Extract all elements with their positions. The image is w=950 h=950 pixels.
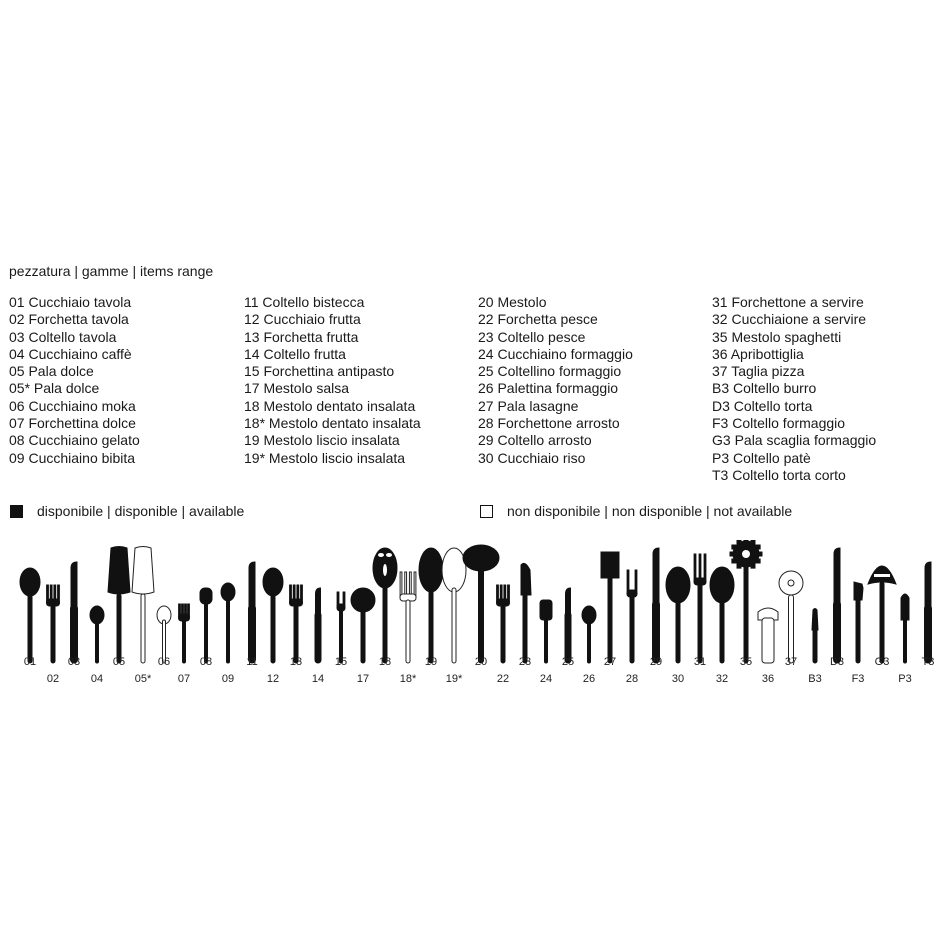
cutlery-code-label: 32: [715, 673, 729, 685]
cutlery-piece-b3: [812, 609, 818, 664]
item-entry: 11 Coltello bistecca: [244, 294, 365, 310]
cutlery-code-label: 26: [582, 673, 596, 685]
cutlery-piece-17: [351, 588, 375, 663]
item-entry: 24 Cucchiaino formaggio: [478, 345, 633, 362]
cutlery-code-label: D3: [829, 656, 845, 668]
item-entry: 23 Coltello pesce: [478, 328, 586, 345]
item-entry: 01 Cucchiaio tavola: [9, 294, 132, 310]
cutlery-code-label: 31: [693, 656, 707, 668]
cutlery-piece-19-star: [442, 548, 466, 663]
items-column-2: [244, 294, 421, 467]
item-entry: F3 Coltello formaggio: [712, 415, 846, 432]
cutlery-code-label: 01: [23, 656, 37, 668]
cutlery-code-label: 12: [266, 673, 280, 685]
cutlery-piece-32: [710, 567, 734, 663]
legend-available-label: disponibile | disponible | available: [37, 503, 245, 519]
legend-available: [10, 503, 244, 519]
cutlery-code-label: P3: [898, 673, 912, 685]
cutlery-code-label: 06: [157, 656, 171, 668]
item-entry: 08 Cucchiaino gelato: [9, 432, 140, 449]
item-entry: 25 Coltellino formaggio: [478, 363, 622, 380]
cutlery-code-label: 29: [649, 656, 663, 668]
item-entry: 30 Cucchiaio riso: [478, 449, 586, 466]
cutlery-piece-g3: [868, 566, 896, 663]
item-entry: 07 Forchettina dolce: [9, 415, 136, 432]
item-entry: 19 Mestolo liscio insalata: [244, 432, 400, 449]
cutlery-code-label: F3: [851, 673, 865, 685]
cutlery-code-label: 28: [625, 673, 639, 685]
cutlery-piece-05-star: [132, 547, 154, 664]
cutlery-piece-07: [179, 604, 190, 663]
item-entry: 19* Mestolo liscio insalata: [244, 449, 406, 466]
cutlery-code-label: 04: [90, 673, 104, 685]
cutlery-piece-d3: [834, 548, 841, 663]
item-entry: 37 Taglia pizza: [712, 363, 805, 380]
cutlery-code-label: 18: [378, 656, 392, 668]
item-entry: B3 Coltello burro: [712, 380, 817, 397]
item-entry: 03 Coltello tavola: [9, 328, 117, 345]
cutlery-code-label: 27: [603, 656, 617, 668]
empty-square-icon: [480, 505, 493, 518]
cutlery-piece-f3: [854, 582, 863, 663]
cutlery-code-label: 19: [424, 656, 438, 668]
cutlery-code-label: T3: [921, 656, 935, 668]
item-entry: 17 Mestolo salsa: [244, 380, 350, 397]
cutlery-code-label: 03: [67, 656, 81, 668]
cutlery-piece-20: [463, 545, 499, 663]
item-entry: 05 Pala dolce: [9, 363, 94, 380]
cutlery-piece-11: [249, 562, 256, 663]
cutlery-code-label: 17: [356, 673, 370, 685]
cutlery-code-label: 36: [761, 673, 775, 685]
cutlery-code-label: 37: [784, 656, 798, 668]
cutlery-code-label: 15: [334, 656, 348, 668]
item-entry: 26 Palettina formaggio: [478, 380, 619, 397]
cutlery-piece-26: [582, 606, 596, 663]
cutlery-piece-37: [779, 571, 803, 663]
cutlery-code-label: 11: [246, 656, 258, 668]
item-entry: 15 Forchettina antipasto: [244, 363, 395, 380]
cutlery-piece-19: [419, 548, 443, 663]
item-entry: 18* Mestolo dentato insalata: [244, 415, 421, 432]
cutlery-code-label: G3: [874, 656, 890, 668]
cutlery-piece-31: [694, 554, 706, 663]
item-entry: 31 Forchettone a servire: [712, 294, 864, 310]
cutlery-code-label: 05*: [134, 673, 152, 685]
item-entry: 28 Forchettone arrosto: [478, 415, 620, 432]
cutlery-piece-14: [315, 588, 321, 663]
item-entry: 29 Coltello arrosto: [478, 432, 592, 449]
items-column-1: [9, 294, 140, 467]
cutlery-piece-06: [157, 606, 171, 663]
cutlery-piece-09: [221, 583, 235, 663]
item-entry: 22 Forchetta pesce: [478, 311, 598, 328]
cutlery-code-label: 05: [112, 656, 126, 668]
cutlery-piece-02: [47, 585, 60, 663]
cutlery-code-label: 08: [199, 656, 213, 668]
cutlery-piece-04: [90, 606, 104, 663]
item-entry: 12 Cucchiaio frutta: [244, 311, 361, 328]
item-entry: G3 Pala scaglia formaggio: [712, 432, 877, 449]
cutlery-code-label: 24: [539, 673, 553, 685]
item-entry: D3 Coltello torta: [712, 397, 813, 414]
cutlery-piece-08: [200, 588, 212, 663]
cutlery-piece-13: [290, 585, 303, 663]
item-entry: 14 Coltello frutta: [244, 345, 346, 362]
item-entry: 13 Forchetta frutta: [244, 328, 359, 345]
cutlery-piece-36: [758, 608, 778, 663]
cutlery-code-label: 25: [561, 656, 575, 668]
cutlery-code-label: 18*: [399, 673, 417, 685]
cutlery-code-label: 13: [289, 656, 303, 668]
cutlery-code-label: 19*: [445, 673, 463, 685]
cutlery-code-label: 22: [496, 673, 510, 685]
cutlery-piece-01: [20, 568, 40, 663]
cutlery-piece-29: [653, 548, 660, 663]
items-column-3: [478, 294, 633, 467]
filled-square-icon: [10, 505, 23, 518]
cutlery-code-label: 09: [221, 673, 235, 685]
cutlery-code-label: 30: [671, 673, 685, 685]
cutlery-code-label: 02: [46, 673, 60, 685]
range-title: pezzatura | gamme | items range: [9, 263, 214, 279]
cutlery-piece-35: [730, 540, 762, 663]
legend-not-available-label: non disponibile | non disponible | not available: [507, 503, 793, 519]
item-entry: 04 Cucchiaino caffè: [9, 345, 132, 362]
cutlery-piece-23: [521, 563, 531, 663]
cutlery-piece-24: [540, 600, 552, 663]
item-entry: 35 Mestolo spaghetti: [712, 328, 842, 345]
legend-not-available: [480, 503, 792, 519]
item-entry: 20 Mestolo: [478, 294, 547, 310]
item-entry: 32 Cucchiaione a servire: [712, 311, 867, 328]
item-entry: 36 Apribottiglia: [712, 345, 804, 362]
cutlery-piece-27: [601, 552, 619, 663]
cutlery-code-label: 23: [518, 656, 532, 668]
cutlery-lineup: [0, 540, 950, 690]
items-column-4: [712, 294, 876, 484]
cutlery-piece-15: [337, 592, 345, 663]
item-entry: 27 Pala lasagne: [478, 397, 579, 414]
cutlery-piece-22: [497, 585, 510, 663]
cutlery-piece-18: [373, 548, 397, 663]
item-entry: P3 Coltello patè: [712, 449, 811, 466]
item-entry: 05* Pala dolce: [9, 380, 100, 397]
item-entry: T3 Coltello torta corto: [712, 466, 846, 483]
cutlery-code-label: 20: [474, 656, 488, 668]
item-entry: 18 Mestolo dentato insalata: [244, 397, 416, 414]
cutlery-piece-12: [263, 568, 283, 663]
cutlery-piece-05: [108, 547, 130, 664]
cutlery-piece-30: [666, 567, 690, 663]
cutlery-piece-p3: [901, 594, 909, 663]
cutlery-code-label: B3: [808, 673, 822, 685]
cutlery-code-label: 14: [311, 673, 325, 685]
cutlery-piece-28: [627, 570, 637, 663]
item-entry: 09 Cucchiaino bibita: [9, 449, 136, 466]
cutlery-code-label: 35: [739, 656, 753, 668]
item-entry: 02 Forchetta tavola: [9, 311, 129, 328]
cutlery-piece-03: [71, 562, 78, 663]
item-entry: 06 Cucchiaino moka: [9, 397, 136, 414]
cutlery-code-label: 07: [177, 673, 191, 685]
cutlery-piece-t3: [925, 562, 932, 663]
cutlery-piece-25: [565, 588, 571, 663]
cutlery-piece-18-star: [400, 572, 416, 663]
